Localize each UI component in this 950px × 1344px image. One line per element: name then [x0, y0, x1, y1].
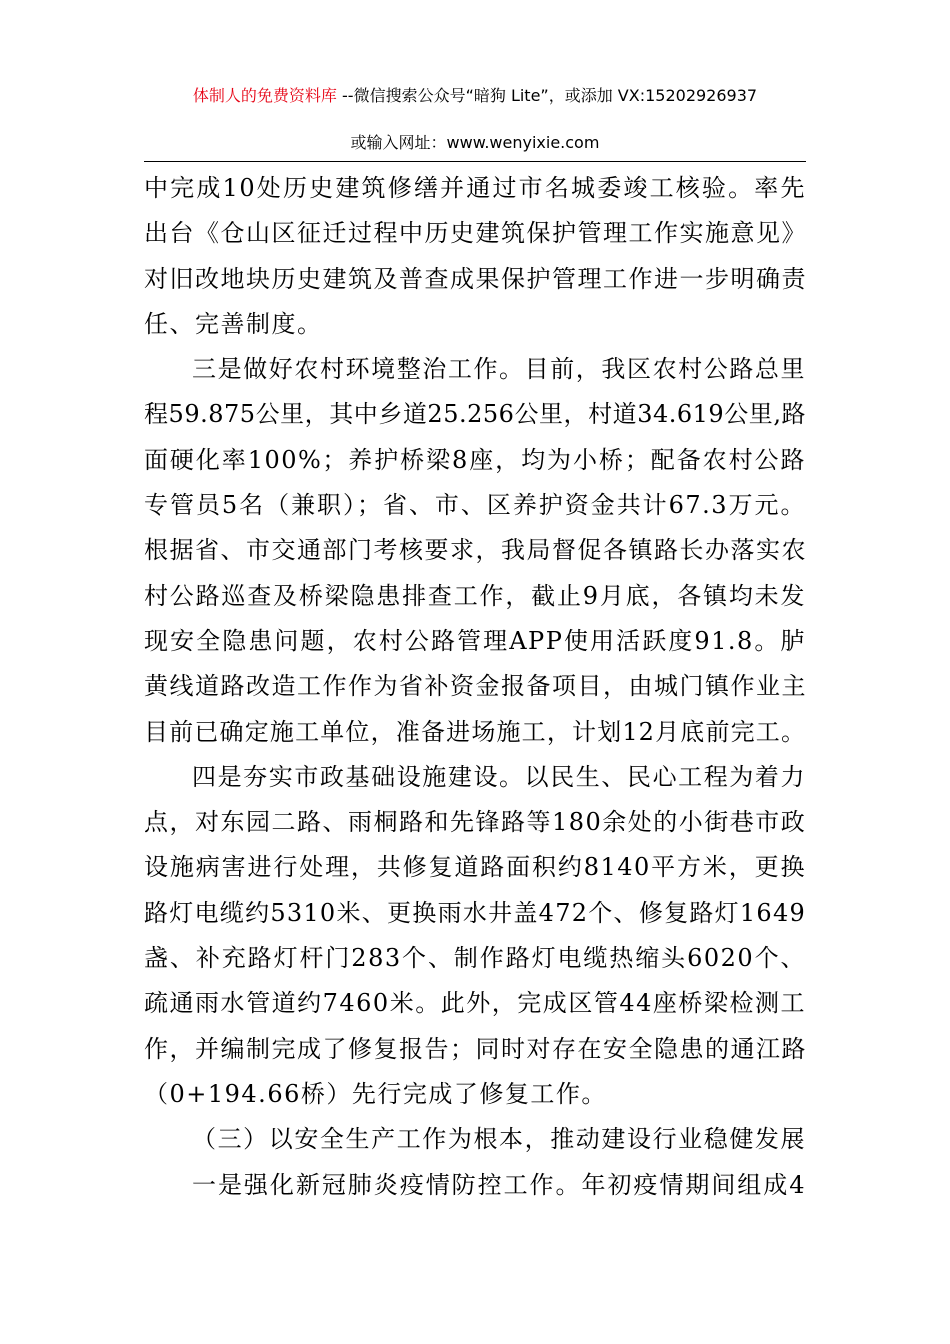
body-line-8: 专管员5名（兼职）；省、市、区养护资金共计67.3万元。	[144, 491, 806, 520]
body-line-6: 程59.875公里，其中乡道25.256公里，村道34.619公里,路	[144, 400, 806, 429]
body-line-17: 路灯电缆约5310米、更换雨水井盖472个、修复路灯1649	[144, 898, 806, 927]
body-line-21: （0+194.66桥）先行完成了修复工作。	[144, 1079, 607, 1108]
header-contact: --微信搜索公众号“暗狗 Lite”，或添加 VX:15202926937	[336, 86, 758, 105]
body-line-12: 黄线道路改造工作作为省补资金报备项目，由城门镇作业主	[144, 672, 807, 701]
body-line-18: 盏、补充路灯杆门283个、制作路灯电缆热缩头6020个、	[144, 944, 806, 973]
watermark-header	[0, 84, 950, 108]
body-line-10: 村公路巡查及桥梁隐患排查工作，截止9月底，各镇均未发	[144, 581, 806, 610]
section-heading: （三）以安全生产工作为根本，推动建设行业稳健发展	[192, 1125, 806, 1154]
body-line-11: 现安全隐患问题，农村公路管理APP使用活跃度91.8。胪	[144, 626, 806, 655]
body-line-20: 作，并编制完成了修复报告；同时对存在安全隐患的通江路	[144, 1034, 807, 1063]
body-line-13: 目前已确定施工单位，准备进场施工，计划12月底前完工。	[144, 717, 806, 746]
body-line-16: 设施病害进行处理，共修复道路面积约8140平方米，更换	[144, 853, 806, 882]
body-line-1: 中完成10处历史建筑修缮并通过市名城委竣工核验。率先	[144, 174, 806, 202]
header-website: 或输入网址：www.wenyixie.com	[350, 133, 600, 152]
header-brand: 体制人的免费资料库	[192, 86, 337, 105]
body-line-4: 任、完善制度。	[144, 309, 323, 338]
body-line-7: 面硬化率100%；养护桥梁8座，均为小桥；配备农村公路	[144, 445, 806, 474]
body-line-5: 三是做好农村环境整治工作。目前，我区农村公路总里	[192, 355, 806, 384]
body-line-19: 疏通雨水管道约7460米。此外，完成区管44座桥梁检测工	[144, 989, 806, 1018]
document-body	[144, 166, 806, 1208]
body-line-3: 对旧改地块历史建筑及普查成果保护管理工作进一步明确责	[144, 264, 807, 293]
body-line-15: 点，对东园二路、雨桐路和先锋路等180余处的小街巷市政	[144, 808, 807, 837]
body-line-23: 一是强化新冠肺炎疫情防控工作。年初疫情期间组成4	[192, 1170, 806, 1199]
header-divider	[144, 161, 806, 162]
body-line-14: 四是夯实市政基础设施建设。以民生、民心工程为着力	[192, 762, 806, 791]
body-line-9: 根据省、市交通部门考核要求，我局督促各镇路长办落实农	[144, 536, 807, 565]
body-line-2: 出台《仓山区征迁过程中历史建筑保护管理工作实施意见》	[144, 219, 807, 248]
